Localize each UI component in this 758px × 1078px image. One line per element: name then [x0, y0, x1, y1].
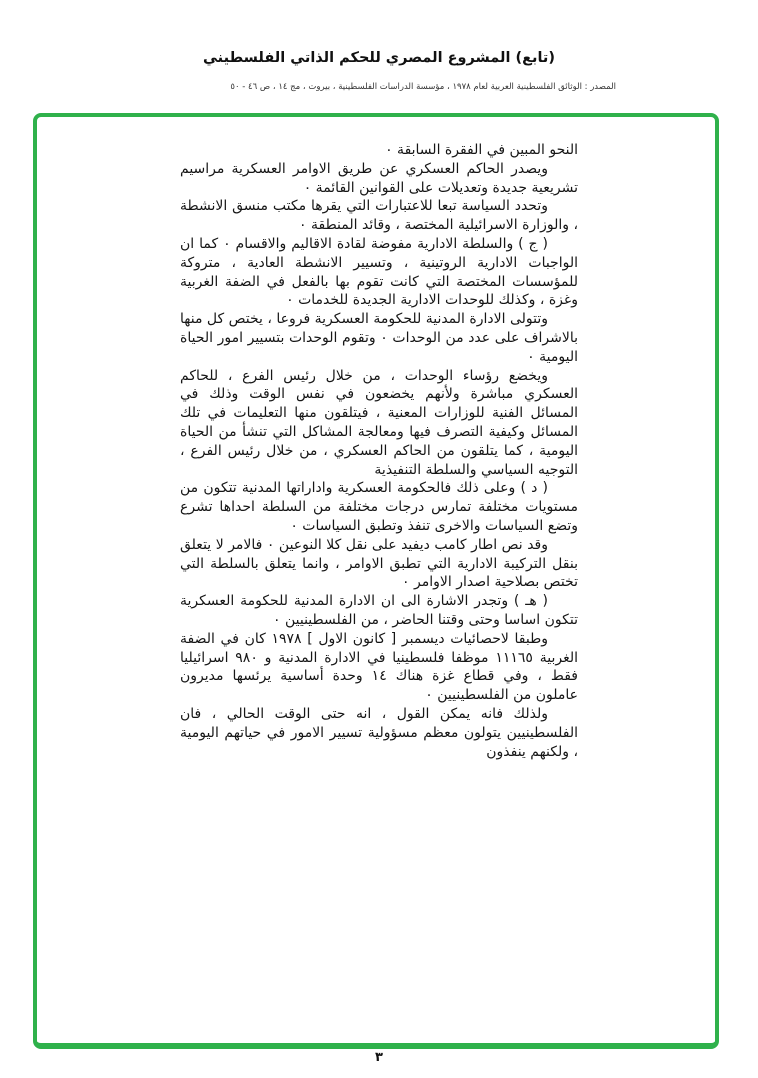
paragraph: ويخضع رؤساء الوحدات ، من خلال رئيس الفرع ، للحاكم العسكري مباشرة ولأنهم يخضعون في نفس الوقت وذلك في المسائل الفنية للوزارات المعنية ، فيتلقون منها التعليمات في تلك المسائل وكيفية التصرف فيها ومعالجة المشاكل التي تنشأ من الحياة اليومية ، كما يتلقون من الحاكم العسكري ، من خلال رئيس الفرع ، التوجيه السياسي والسلطة التنفيذية [180, 367, 578, 478]
paragraph: وقد نص اطار كامب ديفيد على نقل كلا النوعين ٠ فالامر لا يتعلق بنقل التركيبة الادارية التي تطبق الاوامر ، وانما يتعلق بالسلطة التي تختص بصلاحية اصدار الاوامر ٠ [180, 536, 578, 591]
paragraph: وطبقا لاحصائيات ديسمبر [ كانون الاول ] ١٩٧٨ كان في الضفة الغربية ١١١٦٥ موظفا فلسطينيا في الادارة المدنية و ٩٨٠ اسرائيليا فقط ، وفي قطاع غزة هناك ١٤ وحدة أساسية يرئسها مديرون عاملون من الفلسطينيين ٠ [180, 630, 578, 704]
paragraph: وتحدد السياسة تبعا للاعتبارات التي يقرها مكتب منسق الانشطة ، والوزارة الاسرائيلية المختصة ، وقائد المنطقة ٠ [180, 198, 578, 234]
document-body [180, 141, 578, 761]
paragraph: ( هـ ) وتجدر الاشارة الى ان الادارة المدنية للحكومة العسكرية تتكون اساسا وحتى وقتنا الحاضر ، من الفلسطينيين ٠ [180, 593, 578, 628]
page-number: ٣ [375, 1050, 383, 1065]
paragraph: ( د ) وعلى ذلك فالحكومة العسكرية واداراتها المدنية تتكون من مستويات مختلفة تمارس درجات مختلفة من السلطة احداها تشرع وتضع السياسات والاخرى تنفذ وتطبق السياسات ٠ [180, 480, 578, 534]
paragraph: ( ج ) والسلطة الادارية مفوضة لقادة الاقاليم والاقسام ٠ كما ان الواجبات الادارية الروتينية ، وتسيير الانشطة العادية ، متروكة للمؤسسات المختصة التي كانت تقوم بها بالفعل في الضفة الغربية وغزة ، وكذلك للوحدات الادارية الجديدة للخدمات ٠ [180, 235, 578, 309]
paragraph: النحو المبين في الفقرة السابقة ٠ [385, 142, 578, 158]
paragraph: ولذلك فانه يمكن القول ، انه حتى الوقت الحالي ، فان الفلسطينيين يتولون معظم مسؤولية تسيير الامور في حياتهم اليومية ، ولكنهم ينفذون [180, 705, 578, 760]
source-line: المصدر : الوثائق الفلسطينية العربية لعام ١٩٧٨ ، مؤسسة الدراسات الفلسطينية ، بيروت ، مج ١٤ ، ص ٤٦ - ٥٠ [230, 82, 616, 92]
paragraph: ويصدر الحاكم العسكري عن طريق الاوامر العسكرية مراسيم تشريعية جديدة وتعديلات على القوانين القائمة ٠ [180, 160, 578, 196]
paragraph: وتتولى الادارة المدنية للحكومة العسكرية فروعا ، يختص كل منها بالاشراف على عدد من الوحدات ٠ وتقوم الوحدات بتسيير امور الحياة اليومية ٠ [180, 311, 578, 365]
page-title: (تابع) المشروع المصري للحكم الذاتي الفلسطيني [203, 50, 555, 66]
